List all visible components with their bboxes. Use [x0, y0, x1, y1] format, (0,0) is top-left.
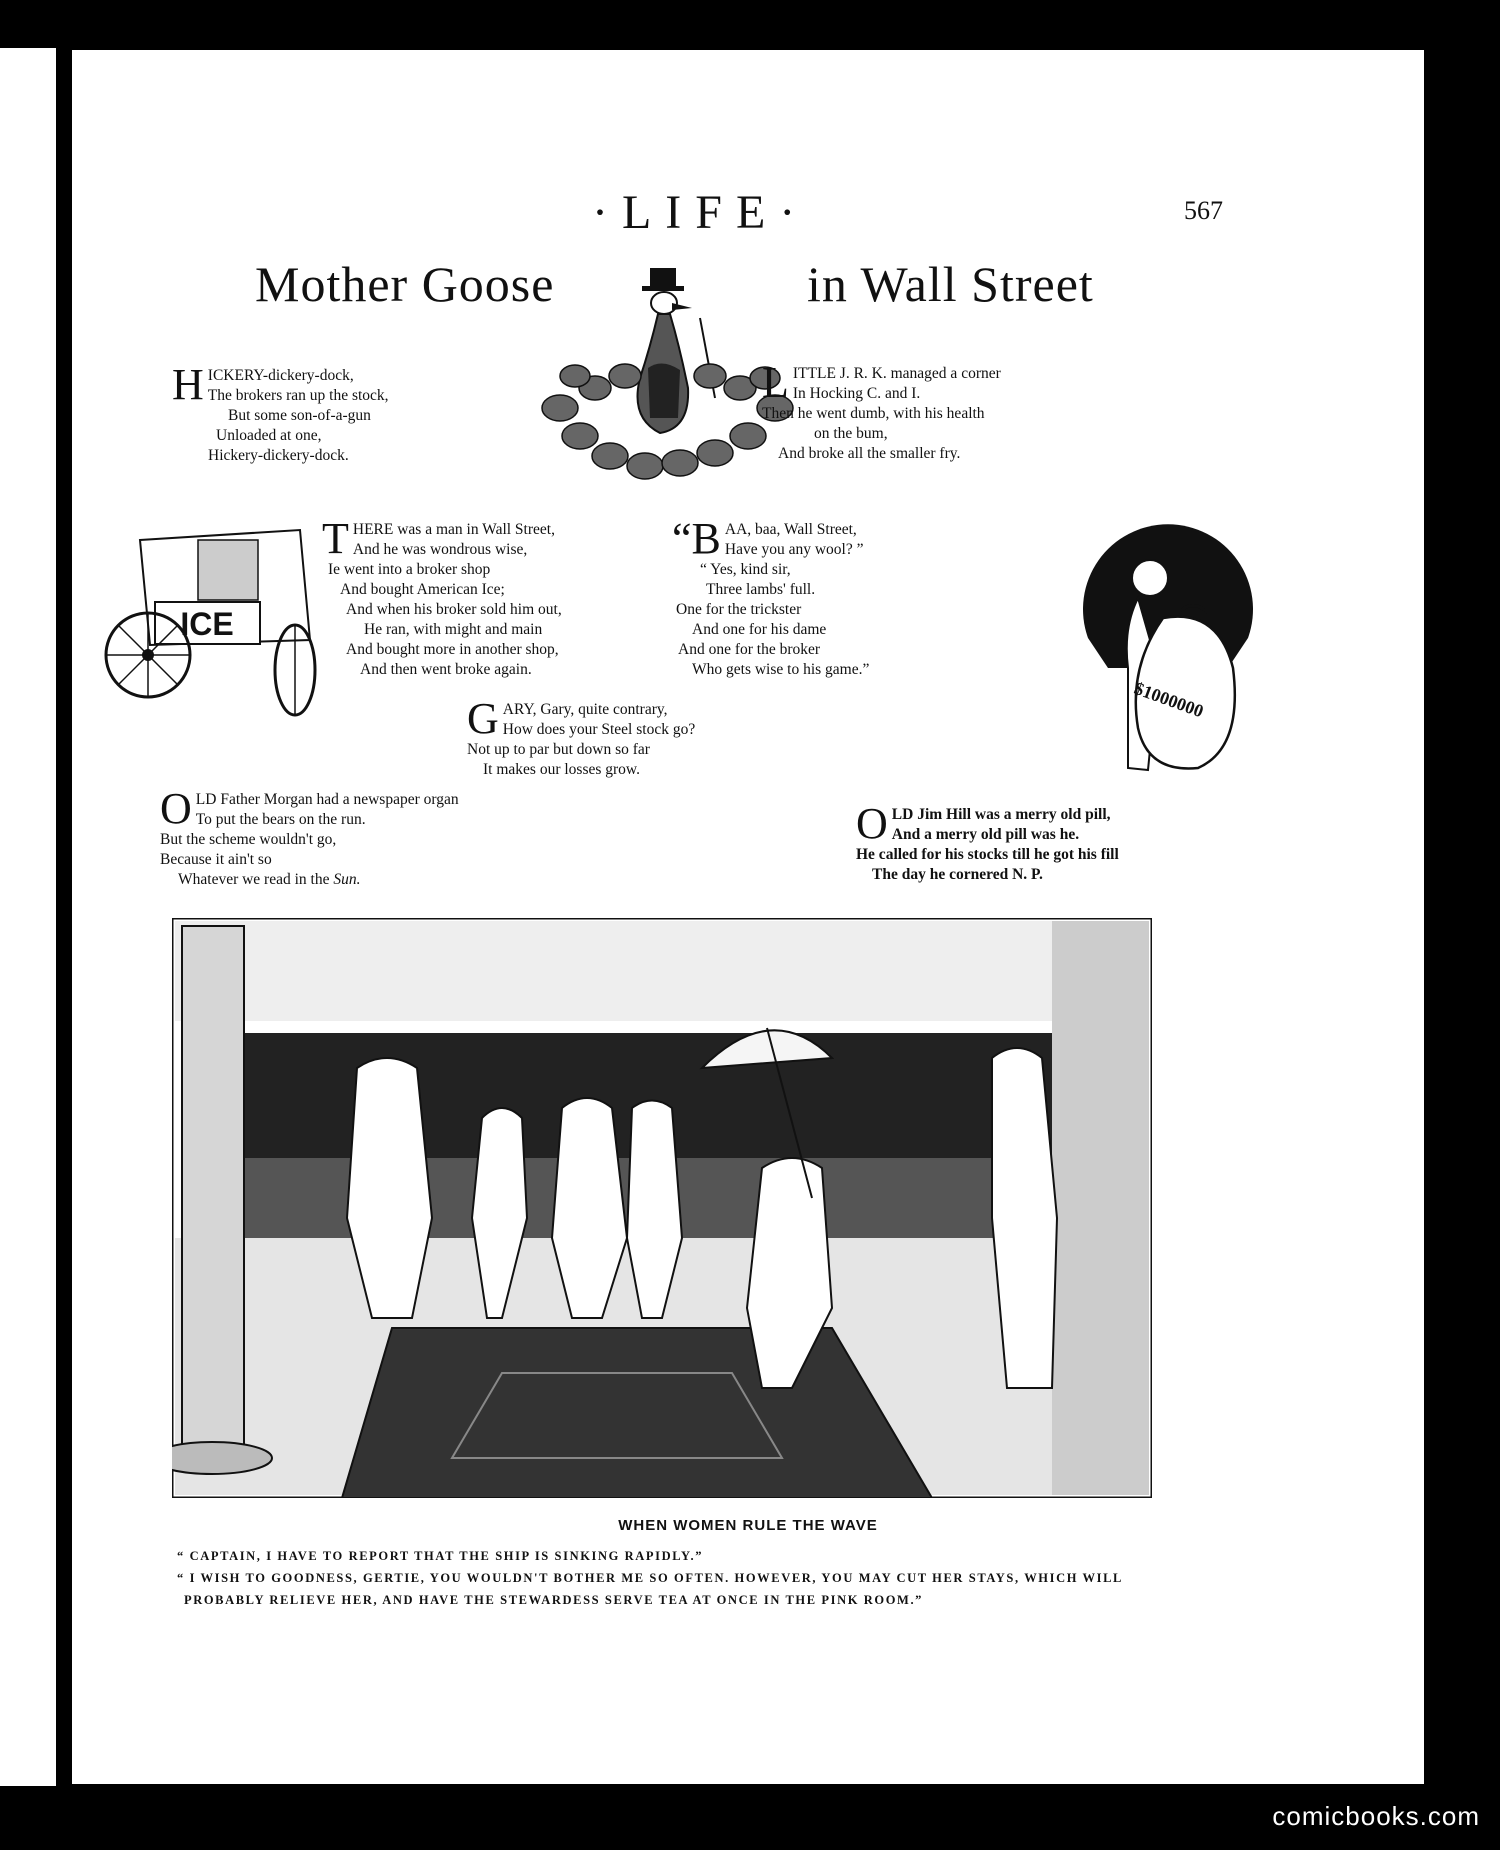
goose-with-money-bags-illustration — [540, 258, 800, 488]
poem-line: HERE was a man in Wall Street, — [352, 521, 555, 538]
drop-cap: L — [762, 358, 789, 407]
poem-line: Unloaded at one, — [216, 427, 322, 444]
poem-line: In Hocking C. and I. — [792, 385, 921, 402]
poem-jim-hill — [856, 799, 1119, 885]
cartoon-quote-2a: “ I WISH TO GOODNESS, GERTIE, YOU WOULDN'T BOTHER ME SO OFTEN. HOWEVER, YOU MAY CUT HER STAYS, WHICH WILL — [177, 1571, 1123, 1585]
poem-line — [178, 870, 423, 890]
drop-cap: O — [160, 784, 192, 833]
newspaper-name: Sun. — [333, 871, 361, 888]
poem-line: And he was wondrous wise, — [352, 541, 528, 558]
poem-line: ITTLE J. R. K. managed a corner — [792, 365, 1001, 382]
poem-gary-gary — [467, 694, 696, 780]
poem-line: ICKERY-dickery-dock, — [207, 367, 354, 384]
poem-line: The brokers ran up the stock, — [207, 387, 389, 404]
ice-wagon-label: ICE — [180, 606, 234, 642]
poem-there-was-a-man — [322, 514, 562, 680]
poem-line: But the scheme wouldn't go, — [160, 831, 337, 848]
poem-line: And bought more in another shop, — [346, 641, 559, 658]
poem-line: And one for the broker — [678, 641, 821, 658]
headline-left: Mother Goose — [255, 256, 555, 312]
poem-line: And a merry old pill was he. — [891, 826, 1080, 843]
facing-page-edge — [0, 48, 56, 1786]
poem-line-text: Whatever we read in the — [178, 871, 330, 888]
poem-line: AA, baa, Wall Street, — [724, 521, 857, 538]
drop-cap: T — [322, 514, 349, 563]
poem-line: And one for his dame — [692, 621, 827, 638]
poem-line: Not up to par but down so far — [467, 741, 650, 758]
drop-cap: H — [172, 360, 204, 409]
poem-line: Because it ain't so — [160, 851, 272, 868]
magazine-page — [72, 50, 1424, 1784]
poem-line: And then went broke again. — [360, 661, 532, 678]
poem-line: But some son-of-a-gun — [228, 407, 371, 424]
poem-line: He ran, with might and main — [364, 621, 543, 638]
poem-father-morgan — [160, 784, 459, 890]
poem-line: And broke all the smaller fry. — [778, 445, 961, 462]
poem-line: on the bum, — [814, 425, 888, 442]
poem-line: “ Yes, kind sir, — [700, 561, 791, 578]
poem-line: And when his broker sold him out, — [346, 601, 562, 618]
poem-line: Ie went into a broker shop — [328, 561, 491, 578]
cartoon-quote-2b: PROBABLY RELIEVE HER, AND HAVE THE STEWARDESS SERVE TEA AT ONCE IN THE PINK ROOM.” — [184, 1593, 924, 1607]
poem-line: To put the bears on the run. — [195, 811, 366, 828]
headline-right: in Wall Street — [807, 256, 1094, 312]
cartoon-quote-1: “ CAPTAIN, I HAVE TO REPORT THAT THE SHIP IS SINKING RAPIDLY.” — [177, 1549, 704, 1563]
site-watermark: comicbooks.com — [1272, 1801, 1480, 1831]
poem-line: Then he went dumb, with his health — [762, 405, 985, 422]
drop-cap: O — [856, 799, 888, 848]
poem-line: LD Father Morgan had a newspaper organ — [195, 791, 459, 808]
poem-line: ARY, Gary, quite contrary, — [502, 701, 668, 718]
poem-line: Hickery-dickery-dock. — [208, 447, 349, 464]
drop-cap: “B — [672, 514, 721, 563]
poem-line: Who gets wise to his game.” — [692, 661, 870, 678]
poem-line: LD Jim Hill was a merry old pill, — [891, 806, 1111, 823]
poem-line: The day he cornered N. P. — [872, 866, 1043, 883]
ship-deck-cartoon — [172, 918, 1152, 1498]
ice-wagon-illustration — [100, 520, 330, 730]
money-bag-label: $1000000 — [1131, 677, 1207, 722]
drop-cap: G — [467, 694, 499, 743]
poem-line: He called for his stocks till he got his fill — [856, 846, 1119, 863]
cartoon-title: WHEN WOMEN RULE THE WAVE — [618, 1517, 878, 1534]
poem-line: It makes our losses grow. — [483, 761, 640, 778]
poem-little-jrk — [762, 358, 1001, 464]
poem-line: And bought American Ice; — [340, 581, 505, 598]
clown-money-bag-illustration — [1068, 518, 1268, 788]
page-number: 567 — [1184, 196, 1223, 225]
poem-line: How does your Steel stock go? — [502, 721, 696, 738]
poem-hickory-dickery — [172, 360, 389, 466]
poem-line: Have you any wool? ” — [724, 541, 864, 558]
poem-baa-baa — [672, 514, 870, 680]
poem-line: Three lambs' full. — [706, 581, 816, 598]
poem-line: One for the trickster — [676, 601, 802, 618]
masthead: ·LIFE· — [592, 186, 810, 239]
